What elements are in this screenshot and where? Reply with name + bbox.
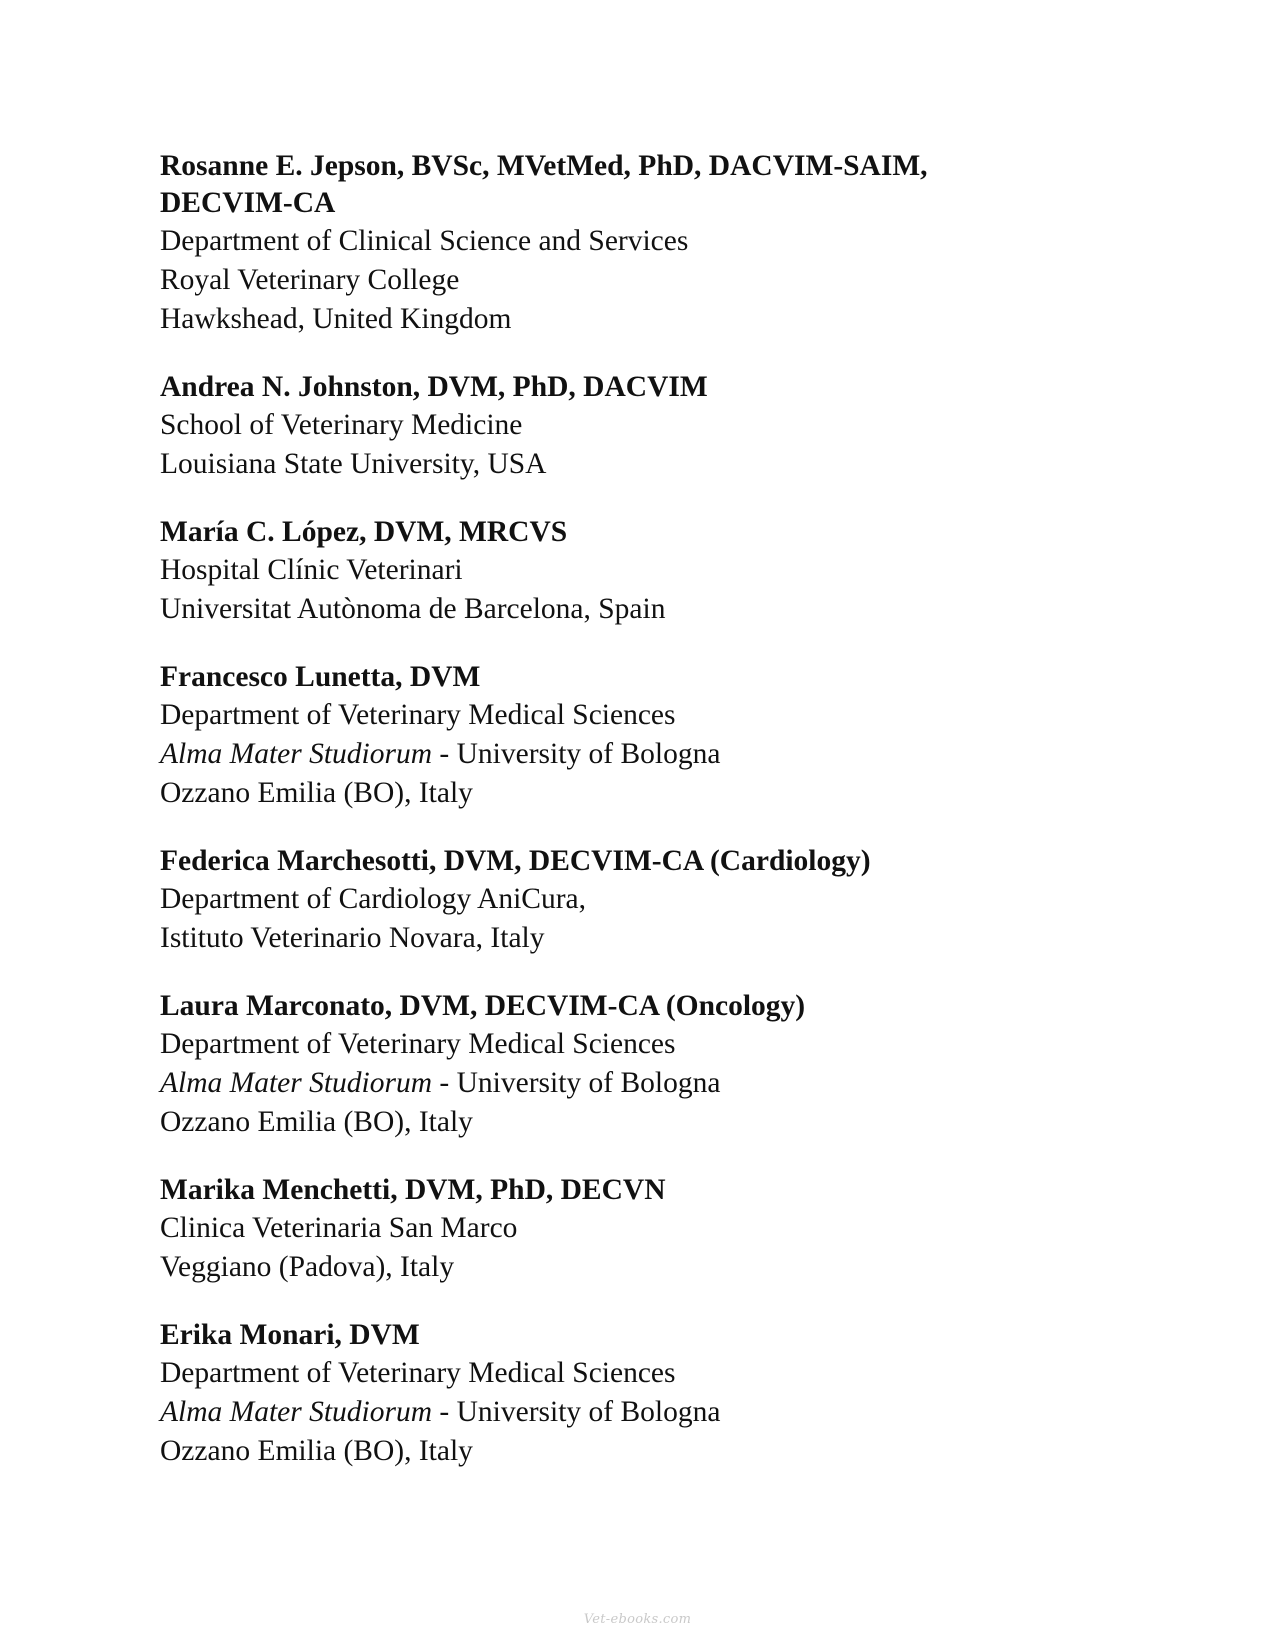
affiliation-text: Department of Veterinary Medical Sciences bbox=[160, 699, 676, 731]
affiliation-text: Universitat Autònoma de Barcelona, Spain bbox=[160, 593, 666, 625]
affiliation-text: Hawkshead, United Kingdom bbox=[160, 303, 512, 335]
affiliation-line bbox=[160, 774, 1160, 813]
contributor-entry bbox=[160, 988, 1160, 1142]
contributor-name: Erika Monari, DVM bbox=[160, 1319, 420, 1351]
affiliation-text: Ozzano Emilia (BO), Italy bbox=[160, 1106, 473, 1138]
contributor-name: Marika Menchetti, DVM, PhD, DECVN bbox=[160, 1174, 666, 1206]
affiliation-line bbox=[160, 300, 1160, 339]
contributor-entry bbox=[160, 148, 1160, 339]
contributor-name: Andrea N. Johnston, DVM, PhD, DACVIM bbox=[160, 371, 708, 403]
affiliation-text: Department of Clinical Science and Services bbox=[160, 225, 689, 257]
affiliation-line bbox=[160, 590, 1160, 629]
contributor-entry bbox=[160, 514, 1160, 629]
contributor-entry bbox=[160, 843, 1160, 958]
affiliation-line bbox=[160, 551, 1160, 590]
affiliation-line bbox=[160, 1209, 1160, 1248]
affiliation-text: - University of Bologna bbox=[432, 738, 721, 770]
affiliation-line bbox=[160, 919, 1160, 958]
contributor-entry bbox=[160, 659, 1160, 813]
affiliation-text: - University of Bologna bbox=[432, 1067, 721, 1099]
affiliation-line bbox=[160, 880, 1160, 919]
contributor-name: María C. López, DVM, MRCVS bbox=[160, 516, 568, 548]
affiliation-text: - University of Bologna bbox=[432, 1396, 721, 1428]
contributor-name: Federica Marchesotti, DVM, DECVIM-CA (Cardiology) bbox=[160, 845, 871, 877]
affiliation-line bbox=[160, 1393, 1160, 1432]
affiliation-line bbox=[160, 735, 1160, 774]
contributor-name: Laura Marconato, DVM, DECVIM-CA (Oncology) bbox=[160, 990, 806, 1022]
affiliation-italic: Alma Mater Studiorum bbox=[160, 738, 433, 770]
affiliation-text: Louisiana State University, USA bbox=[160, 448, 547, 480]
watermark: Vet-ebooks.com bbox=[583, 1612, 692, 1627]
contributor-name: Rosanne E. Jepson, BVSc, MVetMed, PhD, DACVIM-SAIM, DECVIM-CA bbox=[160, 150, 928, 219]
affiliation-line bbox=[160, 1248, 1160, 1287]
affiliation-text: Clinica Veterinaria San Marco bbox=[160, 1212, 518, 1244]
affiliation-text: School of Veterinary Medicine bbox=[160, 409, 523, 441]
affiliation-text: Istituto Veterinario Novara, Italy bbox=[160, 922, 545, 954]
affiliation-text: Veggiano (Padova), Italy bbox=[160, 1251, 455, 1283]
contributor-entry bbox=[160, 369, 1160, 484]
affiliation-line bbox=[160, 261, 1160, 300]
affiliation-line bbox=[160, 1354, 1160, 1393]
affiliation-line bbox=[160, 406, 1160, 445]
affiliation-text: Royal Veterinary College bbox=[160, 264, 460, 296]
affiliation-text: Department of Veterinary Medical Sciences bbox=[160, 1028, 676, 1060]
affiliation-line bbox=[160, 222, 1160, 261]
contributor-entry bbox=[160, 1317, 1160, 1471]
affiliation-italic: Alma Mater Studiorum bbox=[160, 1067, 433, 1099]
affiliation-text: Hospital Clínic Veterinari bbox=[160, 554, 463, 586]
affiliation-text: Department of Cardiology AniCura, bbox=[160, 883, 587, 915]
contributor-entry bbox=[160, 1172, 1160, 1287]
affiliation-line bbox=[160, 1103, 1160, 1142]
affiliation-text: Department of Veterinary Medical Sciences bbox=[160, 1357, 676, 1389]
affiliation-line bbox=[160, 696, 1160, 735]
affiliation-text: Ozzano Emilia (BO), Italy bbox=[160, 777, 473, 809]
contributor-name: Francesco Lunetta, DVM bbox=[160, 661, 481, 693]
affiliation-line bbox=[160, 1064, 1160, 1103]
affiliation-text: Ozzano Emilia (BO), Italy bbox=[160, 1435, 473, 1467]
affiliation-line bbox=[160, 1432, 1160, 1471]
affiliation-italic: Alma Mater Studiorum bbox=[160, 1396, 433, 1428]
affiliation-line bbox=[160, 1025, 1160, 1064]
affiliation-line bbox=[160, 445, 1160, 484]
contributor-list bbox=[160, 148, 1160, 1501]
